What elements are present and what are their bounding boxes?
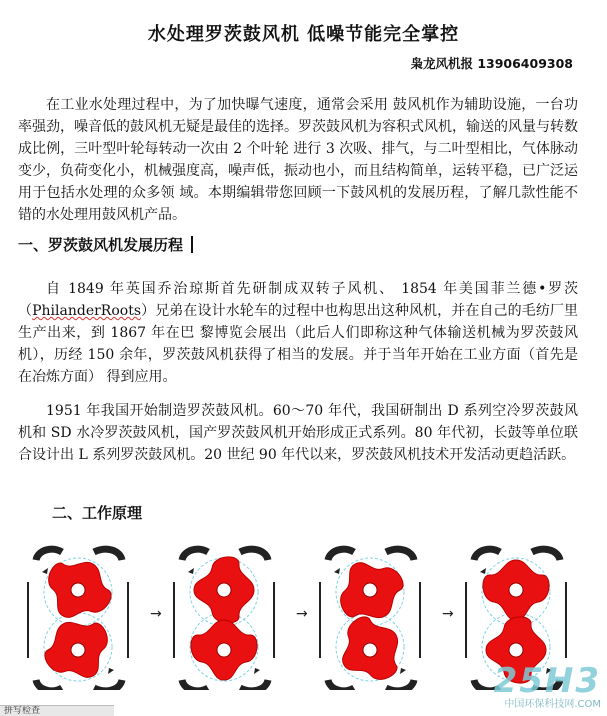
history-text-before: 自 1849 年英国乔治琼斯首先研制成双转子风机、 1854 年美国菲兰德•罗茨（ [18,281,578,319]
section-heading-principle: 二、工作原理 [52,504,143,522]
spellcheck-status[interactable]: 拼写检查 [0,705,114,716]
lobe-rotor-icon [483,560,549,620]
right-arrow-icon: → [442,606,454,622]
right-arrow-icon: → [296,606,308,622]
lobe-rotor-icon [34,547,121,632]
watermark-logo [494,661,601,710]
intro-paragraph: 在工业水处理过程中，为了加快曝气速度，通常会采用 鼓风机作为辅助设施，一台功率强劲，噪音低的鼓风机无疑是最佳的选择。罗茨鼓风机为容积式风机，输送的风量与转数成比例，三叶型叶轮每转动一次由 2 个叶轮 进行 3 次吸、排气，与二叶型相比，气体脉动变少，负荷变化小，机械强度高，噪声低，振动也小，而且结构简单，运转平稳，已广泛运用于包括水处理的众多领 域。本期编辑带您回顾一下鼓风机的发展历程，了解几款性能不错的水处理用鼓风机产品。 [18,97,578,223]
section-heading-history-text: 一、罗茨鼓风机发展历程 [18,236,184,254]
section-heading-history [18,234,193,255]
watermark-site: 中国环保科技网.COM [504,699,601,710]
stage-1 [28,547,128,690]
right-arrow-icon: → [150,606,162,622]
stage-3 [320,547,420,690]
stage-2 [174,549,274,690]
spellcheck-flagged-term[interactable]: PhilanderRoots [32,303,142,319]
lobe-rotor-icon [191,620,257,680]
document-title: 水处理罗茨鼓风机 低噪节能完全掌控 [147,24,460,45]
text-cursor [191,236,193,253]
lobe-rotor-icon [34,607,121,690]
history-text-after: ）兄弟在设计水轮车的过程中也构思出这种风机，并在自己的毛纺厂里生产出来，到 1867 年在巴 黎博览会展出（此后人们即称这种气体输送机械为罗茨鼓风机），历经 150 余年，罗茨鼓风机获得了相当的发展。并于当年开始在工业方面（首先是在冶炼方面） 得到应用。 [18,303,579,385]
lobe-rotor-icon [327,606,412,690]
history-paragraph [18,278,578,388]
watermark-brand: 25H3 [493,661,601,701]
byline: 枭龙风机报 13906409308 [410,56,573,71]
china-history-paragraph: 1951 年我国开始制造罗茨鼓风机。60～70 年代，我国研制出 D 系列空冷罗茨鼓风机和 SD 水冷罗茨鼓风机，国产罗茨鼓风机开始形成正式系列。80 年代初，长鼓等单位联合设计出 L 系列罗茨鼓风机。20 世纪 90 年代以来，罗茨鼓风机技术开发活动更趋活跃。 [18,403,578,463]
lobe-rotor-icon [194,557,254,623]
